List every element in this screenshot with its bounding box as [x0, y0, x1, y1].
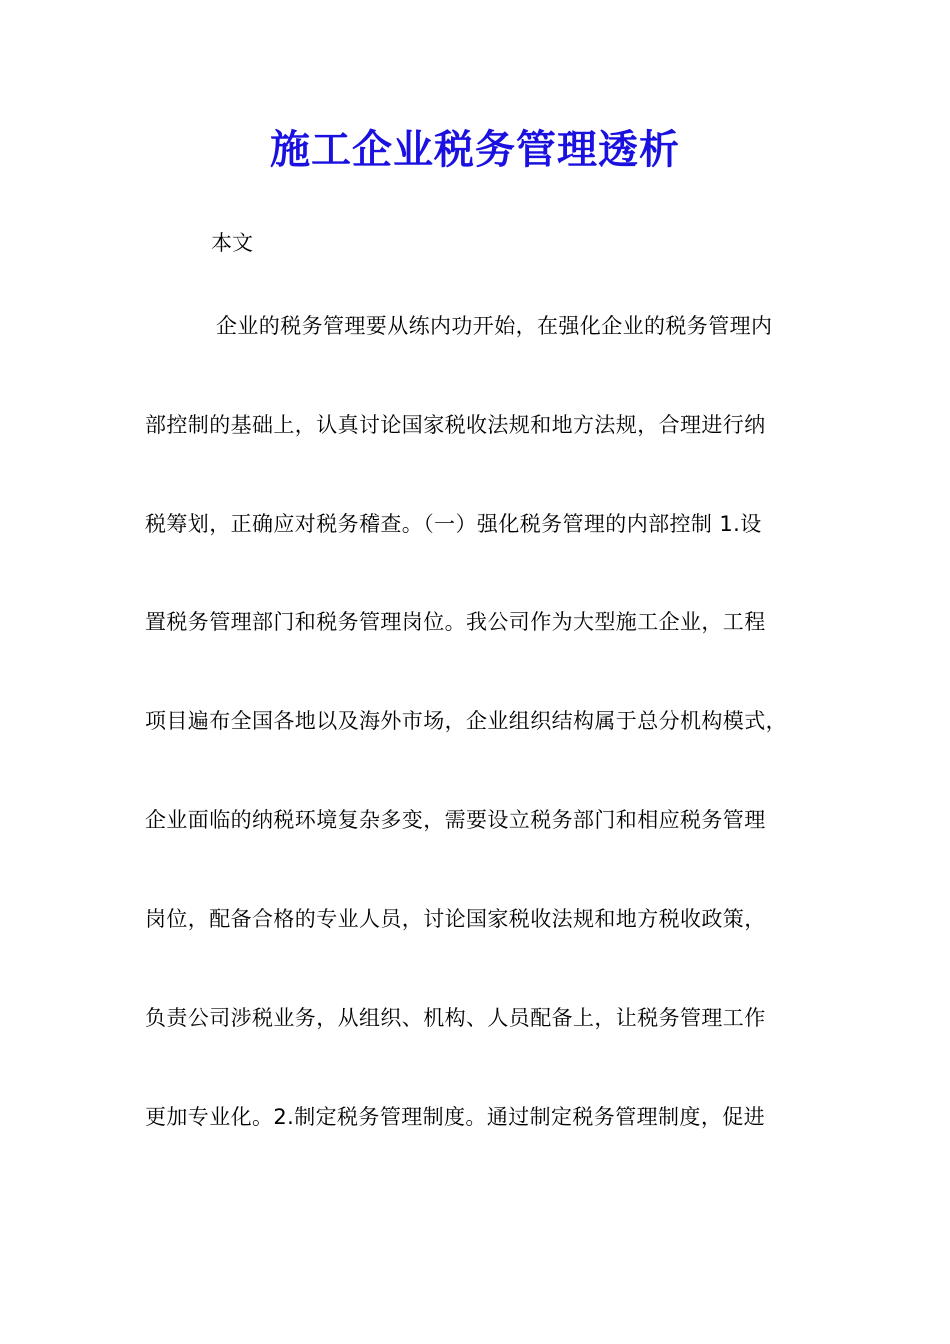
body-line: 税筹划，正确应对税务稽查。（一）强化税务管理的内部控制 1.设 — [145, 512, 762, 536]
document-title: 施工企业税务管理透析 — [270, 126, 680, 173]
body-line: 部控制的基础上，认真讨论国家税收法规和地方法规，合理进行纳 — [145, 413, 766, 437]
body-line: 企业面临的纳税环境复杂多变，需要设立税务部门和相应税务管理 — [145, 808, 766, 832]
body-line: 负责公司涉税业务，从组织、机构、人员配备上，让税务管理工作 — [145, 1006, 766, 1030]
body-line: 项目遍布全国各地以及海外市场，企业组织结构属于总分机构模式， — [145, 709, 787, 733]
document-byline: 本文 — [211, 231, 253, 255]
body-line: 置税务管理部门和税务管理岗位。我公司作为大型施工企业，工程 — [145, 610, 766, 634]
body-line: 企业的税务管理要从练内功开始，在强化企业的税务管理内 — [216, 314, 773, 338]
body-line: 岗位，配备合格的专业人员，讨论国家税收法规和地方税收政策， — [145, 907, 766, 931]
body-line: 更加专业化。2.制定税务管理制度。通过制定税务管理制度，促进 — [145, 1105, 766, 1129]
